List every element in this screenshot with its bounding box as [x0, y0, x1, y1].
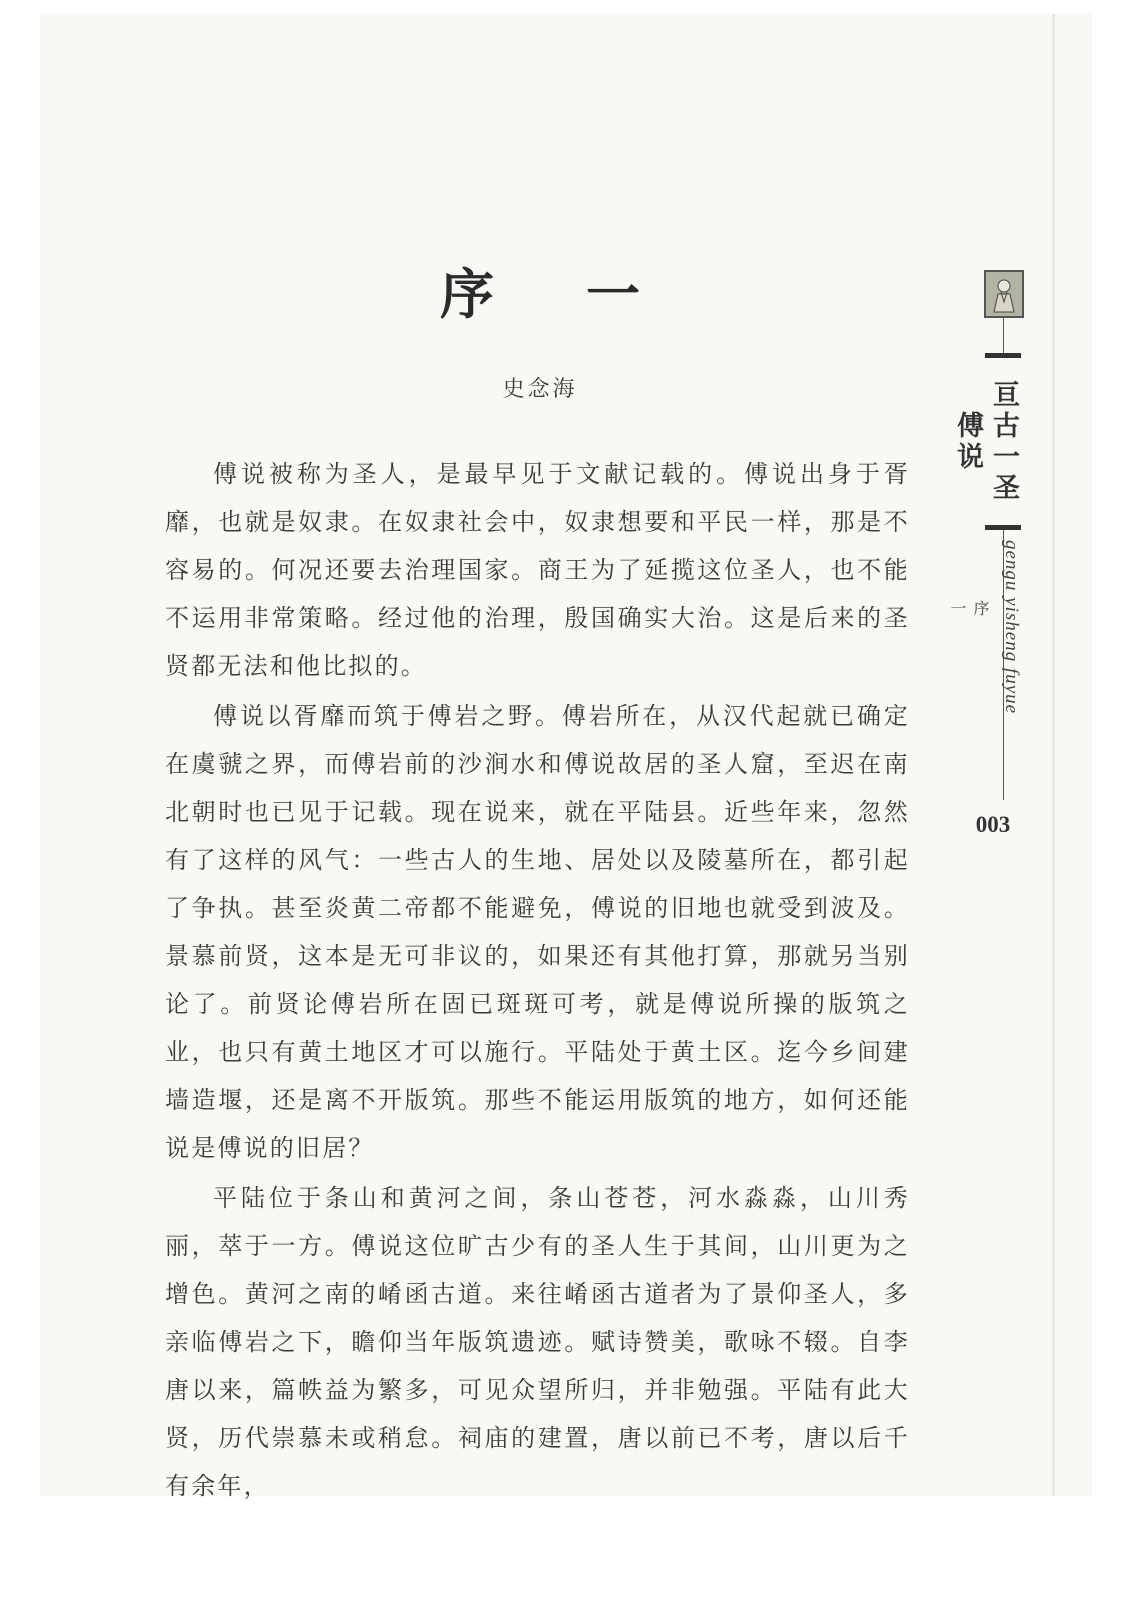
chapter-title-char-1: 序	[440, 262, 494, 326]
chapter-title	[440, 262, 640, 326]
paragraph: 傅说被称为圣人，是最早见于文献记载的。傅说出身于胥靡，也就是奴隶。在奴隶社会中，奴隶想要和平民一样，那是不容易的。何况还要去治理国家。商王为了延揽这位圣人，也不能不运用非常策略。经过他的治理，殷国确实大治。这是后来的圣贤都无法和他比拟的。	[165, 460, 910, 680]
sage-portrait-icon	[984, 270, 1024, 318]
side-chapter-label: 序一	[948, 600, 990, 696]
chapter-title-char-2: 一	[586, 262, 640, 326]
side-divider-line	[1003, 318, 1004, 353]
paragraph: 平陆位于条山和黄河之间，条山苍苍，河水淼淼，山川秀丽，萃于一方。傅说这位旷古少有的圣人生于其间，山川更为之增色。黄河之南的崤函古道。来往崤函古道者为了景仰圣人，多亲临傅岩之下，瞻仰当年版筑遗迹。赋诗赞美，歌咏不辍。自李唐以来，篇帙益为繁多，可见众望所归，并非勉强。平陆有此大贤，历代崇慕未或稍怠。祠庙的建置，唐以前已不考，唐以后千有余年，	[165, 1184, 910, 1500]
paragraph: 傅说以胥靡而筑于傅岩之野。傅岩所在，从汉代起就已确定在虞虢之界，而傅岩前的沙涧水和傅说故居的圣人窟，至迟在南北朝时也已见于记载。现在说来，就在平陆县。近些年来，忽然有了这样的风气：一些古人的生地、居处以及陵墓所在，都引起了争执。甚至炎黄二帝都不能避免，傅说的旧地也就受到波及。景慕前贤，这本是无可非议的，如果还有其他打算，那就另当别论了。前贤论傅岩所在固已斑斑可考，就是傅说所操的版筑之业，也只有黄土地区才可以施行。平陆处于黄土区。迄今乡间建墙造堰，还是离不开版筑。那些不能运用版筑的地方，如何还能说是傅说的旧居？	[165, 702, 910, 1162]
series-title: 亘古一圣 傅说	[952, 380, 1019, 504]
page-edge	[1052, 14, 1055, 1496]
author-name: 史念海	[502, 377, 578, 402]
page-number: 003	[975, 812, 1011, 837]
series-pinyin: gengu yisheng fuyue	[1001, 540, 1022, 715]
side-bracket-top	[985, 353, 1021, 358]
body-text	[165, 450, 910, 1512]
